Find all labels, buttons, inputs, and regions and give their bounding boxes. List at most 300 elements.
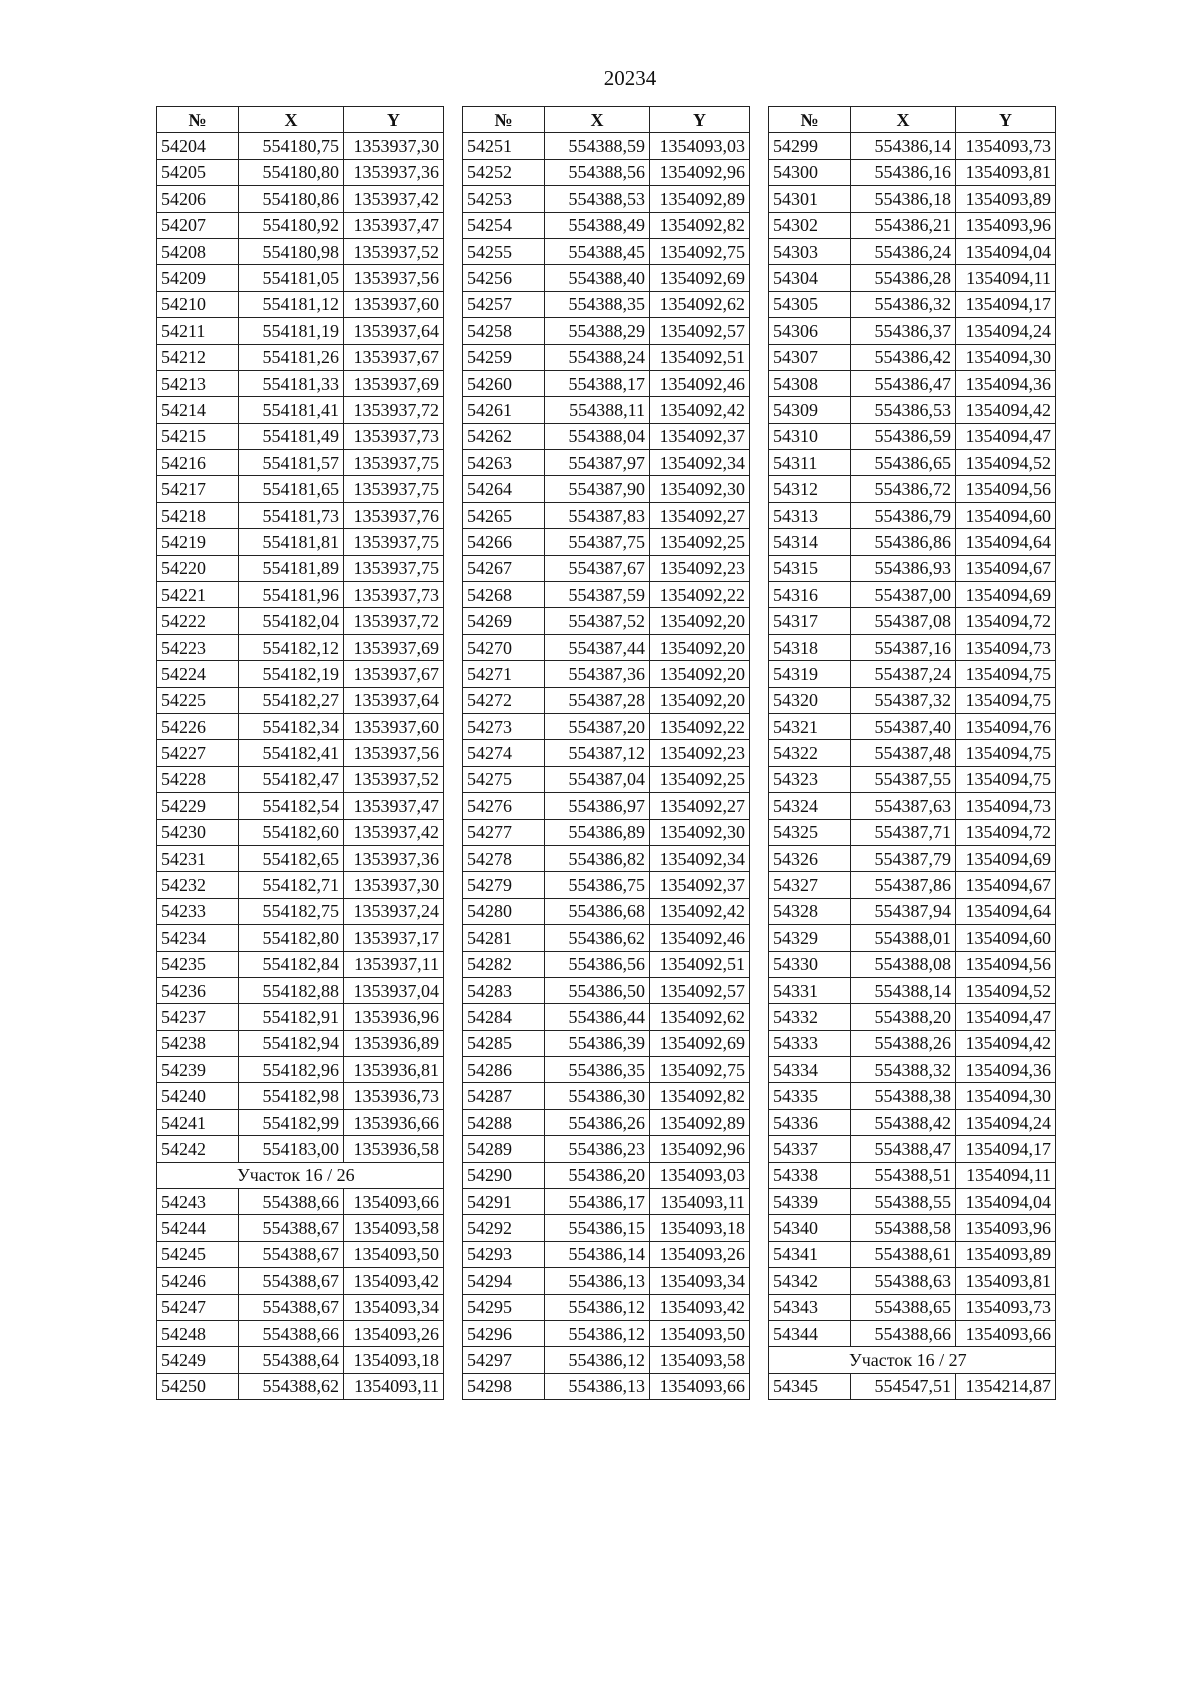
y-coordinate-cell: 1353936,81 <box>344 1057 444 1083</box>
y-coordinate-cell: 1354092,51 <box>650 344 750 370</box>
point-number-cell: 54210 <box>157 291 239 317</box>
x-coordinate-cell: 554388,32 <box>851 1057 956 1083</box>
x-coordinate-cell: 554386,15 <box>545 1215 650 1241</box>
table-row <box>769 370 1056 396</box>
table-row <box>157 529 444 555</box>
table-row <box>463 713 750 739</box>
y-coordinate-cell: 1354092,96 <box>650 159 750 185</box>
point-number-cell: 54230 <box>157 819 239 845</box>
table-row <box>769 133 1056 159</box>
y-coordinate-cell: 1354092,75 <box>650 1057 750 1083</box>
table-row <box>157 1373 444 1399</box>
x-coordinate-cell: 554387,28 <box>545 687 650 713</box>
y-coordinate-cell: 1353937,72 <box>344 397 444 423</box>
y-coordinate-cell: 1353937,17 <box>344 925 444 951</box>
y-coordinate-cell: 1354094,60 <box>956 502 1056 528</box>
y-coordinate-cell: 1354093,96 <box>956 212 1056 238</box>
y-coordinate-cell: 1354092,37 <box>650 423 750 449</box>
point-number-cell: 54320 <box>769 687 851 713</box>
x-coordinate-cell: 554388,65 <box>851 1294 956 1320</box>
table-row <box>157 951 444 977</box>
table-row <box>769 845 1056 871</box>
point-number-cell: 54255 <box>463 238 545 264</box>
table-row <box>157 186 444 212</box>
table-row <box>463 186 750 212</box>
x-coordinate-cell: 554388,26 <box>851 1030 956 1056</box>
table-row <box>463 370 750 396</box>
x-coordinate-cell: 554386,72 <box>851 476 956 502</box>
table-row <box>157 1241 444 1267</box>
x-coordinate-cell: 554388,64 <box>239 1347 344 1373</box>
point-number-cell: 54306 <box>769 318 851 344</box>
x-coordinate-cell: 554388,61 <box>851 1241 956 1267</box>
point-number-cell: 54304 <box>769 265 851 291</box>
point-number-cell: 54327 <box>769 872 851 898</box>
y-coordinate-cell: 1354092,27 <box>650 502 750 528</box>
y-coordinate-cell: 1354093,73 <box>956 1294 1056 1320</box>
x-coordinate-cell: 554386,79 <box>851 502 956 528</box>
x-coordinate-cell: 554387,44 <box>545 634 650 660</box>
point-number-cell: 54317 <box>769 608 851 634</box>
x-coordinate-cell: 554388,11 <box>545 397 650 423</box>
point-number-cell: 54244 <box>157 1215 239 1241</box>
table-row <box>157 819 444 845</box>
point-number-cell: 54326 <box>769 845 851 871</box>
point-number-cell: 54253 <box>463 186 545 212</box>
table-row <box>463 476 750 502</box>
table-header-row <box>769 107 1056 133</box>
y-coordinate-cell: 1354093,66 <box>650 1373 750 1399</box>
y-coordinate-cell: 1353937,56 <box>344 265 444 291</box>
y-coordinate-cell: 1354092,20 <box>650 661 750 687</box>
table-row <box>157 1004 444 1030</box>
y-coordinate-cell: 1353937,04 <box>344 977 444 1003</box>
table-row <box>769 555 1056 581</box>
table-row <box>463 819 750 845</box>
point-number-cell: 54206 <box>157 186 239 212</box>
y-coordinate-cell: 1354092,69 <box>650 1030 750 1056</box>
x-coordinate-cell: 554388,55 <box>851 1189 956 1215</box>
point-number-cell: 54215 <box>157 423 239 449</box>
x-coordinate-cell: 554181,33 <box>239 370 344 396</box>
y-coordinate-cell: 1353937,30 <box>344 872 444 898</box>
point-number-cell: 54235 <box>157 951 239 977</box>
table-row <box>769 872 1056 898</box>
point-number-cell: 54281 <box>463 925 545 951</box>
y-coordinate-cell: 1353937,75 <box>344 476 444 502</box>
table-row <box>157 1320 444 1346</box>
point-number-cell: 54205 <box>157 159 239 185</box>
x-coordinate-cell: 554388,58 <box>851 1215 956 1241</box>
x-coordinate-cell: 554386,23 <box>545 1136 650 1162</box>
point-number-cell: 54300 <box>769 159 851 185</box>
x-coordinate-cell: 554182,54 <box>239 793 344 819</box>
point-number-cell: 54257 <box>463 291 545 317</box>
table-row <box>463 687 750 713</box>
section-row <box>769 1347 1056 1373</box>
point-number-cell: 54261 <box>463 397 545 423</box>
y-coordinate-cell: 1354093,18 <box>650 1215 750 1241</box>
table-row <box>463 159 750 185</box>
table-row <box>769 502 1056 528</box>
point-number-cell: 54271 <box>463 661 545 687</box>
point-number-cell: 54291 <box>463 1189 545 1215</box>
point-number-cell: 54343 <box>769 1294 851 1320</box>
point-number-cell: 54273 <box>463 713 545 739</box>
point-number-cell: 54283 <box>463 977 545 1003</box>
table-row <box>157 370 444 396</box>
point-number-cell: 54338 <box>769 1162 851 1188</box>
coordinates-table-2 <box>462 106 750 1400</box>
x-coordinate-cell: 554182,84 <box>239 951 344 977</box>
table-row <box>157 925 444 951</box>
table-row <box>157 397 444 423</box>
y-coordinate-cell: 1354093,18 <box>344 1347 444 1373</box>
table-row <box>463 1347 750 1373</box>
header-number: № <box>157 107 239 133</box>
x-coordinate-cell: 554388,66 <box>239 1189 344 1215</box>
table-row <box>769 951 1056 977</box>
x-coordinate-cell: 554388,67 <box>239 1268 344 1294</box>
point-number-cell: 54277 <box>463 819 545 845</box>
y-coordinate-cell: 1354094,11 <box>956 265 1056 291</box>
table-row <box>769 1057 1056 1083</box>
table-row <box>463 1030 750 1056</box>
table-row <box>463 502 750 528</box>
y-coordinate-cell: 1354093,66 <box>956 1320 1056 1346</box>
y-coordinate-cell: 1354092,96 <box>650 1136 750 1162</box>
table-row <box>769 476 1056 502</box>
point-number-cell: 54227 <box>157 740 239 766</box>
point-number-cell: 54310 <box>769 423 851 449</box>
table-row <box>769 898 1056 924</box>
table-row <box>769 186 1056 212</box>
y-coordinate-cell: 1354094,30 <box>956 344 1056 370</box>
y-coordinate-cell: 1354094,17 <box>956 1136 1056 1162</box>
point-number-cell: 54315 <box>769 555 851 581</box>
point-number-cell: 54262 <box>463 423 545 449</box>
y-coordinate-cell: 1354093,81 <box>956 1268 1056 1294</box>
y-coordinate-cell: 1354094,52 <box>956 450 1056 476</box>
table-row <box>769 582 1056 608</box>
point-number-cell: 54301 <box>769 186 851 212</box>
y-coordinate-cell: 1353936,96 <box>344 1004 444 1030</box>
x-coordinate-cell: 554388,01 <box>851 925 956 951</box>
point-number-cell: 54246 <box>157 1268 239 1294</box>
point-number-cell: 54289 <box>463 1136 545 1162</box>
point-number-cell: 54208 <box>157 238 239 264</box>
x-coordinate-cell: 554182,60 <box>239 819 344 845</box>
y-coordinate-cell: 1353937,73 <box>344 582 444 608</box>
x-coordinate-cell: 554180,98 <box>239 238 344 264</box>
table-row <box>769 423 1056 449</box>
table-row <box>157 1109 444 1135</box>
y-coordinate-cell: 1354094,72 <box>956 608 1056 634</box>
table-row <box>463 238 750 264</box>
table-row <box>157 1083 444 1109</box>
point-number-cell: 54337 <box>769 1136 851 1162</box>
y-coordinate-cell: 1354092,30 <box>650 476 750 502</box>
x-coordinate-cell: 554387,79 <box>851 845 956 871</box>
point-number-cell: 54276 <box>463 793 545 819</box>
y-coordinate-cell: 1354094,69 <box>956 845 1056 871</box>
x-coordinate-cell: 554182,94 <box>239 1030 344 1056</box>
table-row <box>769 1268 1056 1294</box>
y-coordinate-cell: 1354093,89 <box>956 186 1056 212</box>
point-number-cell: 54339 <box>769 1189 851 1215</box>
x-coordinate-cell: 554386,12 <box>545 1294 650 1320</box>
x-coordinate-cell: 554388,35 <box>545 291 650 317</box>
point-number-cell: 54242 <box>157 1136 239 1162</box>
point-number-cell: 54312 <box>769 476 851 502</box>
table-row <box>463 1215 750 1241</box>
point-number-cell: 54248 <box>157 1320 239 1346</box>
point-number-cell: 54325 <box>769 819 851 845</box>
point-number-cell: 54226 <box>157 713 239 739</box>
y-coordinate-cell: 1354092,75 <box>650 238 750 264</box>
point-number-cell: 54284 <box>463 1004 545 1030</box>
table-row <box>157 502 444 528</box>
x-coordinate-cell: 554387,90 <box>545 476 650 502</box>
table-row <box>463 793 750 819</box>
y-coordinate-cell: 1353936,73 <box>344 1083 444 1109</box>
y-coordinate-cell: 1354092,82 <box>650 1083 750 1109</box>
x-coordinate-cell: 554386,14 <box>545 1241 650 1267</box>
x-coordinate-cell: 554180,86 <box>239 186 344 212</box>
point-number-cell: 54233 <box>157 898 239 924</box>
section-label: Участок 16 / 27 <box>769 1347 1056 1373</box>
point-number-cell: 54309 <box>769 397 851 423</box>
point-number-cell: 54237 <box>157 1004 239 1030</box>
header-x: X <box>545 107 650 133</box>
point-number-cell: 54269 <box>463 608 545 634</box>
point-number-cell: 54295 <box>463 1294 545 1320</box>
table-row <box>157 1294 444 1320</box>
point-number-cell: 54280 <box>463 898 545 924</box>
table-row <box>769 318 1056 344</box>
point-number-cell: 54241 <box>157 1109 239 1135</box>
point-number-cell: 54256 <box>463 265 545 291</box>
x-coordinate-cell: 554388,24 <box>545 344 650 370</box>
table-row <box>157 713 444 739</box>
table-row <box>157 634 444 660</box>
point-number-cell: 54318 <box>769 634 851 660</box>
x-coordinate-cell: 554388,53 <box>545 186 650 212</box>
y-coordinate-cell: 1353937,75 <box>344 450 444 476</box>
x-coordinate-cell: 554181,12 <box>239 291 344 317</box>
y-coordinate-cell: 1354093,58 <box>650 1347 750 1373</box>
point-number-cell: 54328 <box>769 898 851 924</box>
table-row <box>463 845 750 871</box>
table-row <box>463 1004 750 1030</box>
x-coordinate-cell: 554180,80 <box>239 159 344 185</box>
y-coordinate-cell: 1354092,37 <box>650 872 750 898</box>
table-row <box>769 925 1056 951</box>
point-number-cell: 54331 <box>769 977 851 1003</box>
y-coordinate-cell: 1354094,73 <box>956 634 1056 660</box>
table-row <box>769 687 1056 713</box>
point-number-cell: 54340 <box>769 1215 851 1241</box>
point-number-cell: 54314 <box>769 529 851 555</box>
y-coordinate-cell: 1354094,24 <box>956 318 1056 344</box>
y-coordinate-cell: 1353937,67 <box>344 661 444 687</box>
x-coordinate-cell: 554388,29 <box>545 318 650 344</box>
y-coordinate-cell: 1354093,58 <box>344 1215 444 1241</box>
point-number-cell: 54323 <box>769 766 851 792</box>
x-coordinate-cell: 554182,47 <box>239 766 344 792</box>
y-coordinate-cell: 1353937,69 <box>344 370 444 396</box>
x-coordinate-cell: 554388,04 <box>545 423 650 449</box>
table-row <box>157 318 444 344</box>
y-coordinate-cell: 1354093,50 <box>344 1241 444 1267</box>
table-row <box>157 555 444 581</box>
x-coordinate-cell: 554181,05 <box>239 265 344 291</box>
x-coordinate-cell: 554388,62 <box>239 1373 344 1399</box>
x-coordinate-cell: 554386,18 <box>851 186 956 212</box>
point-number-cell: 54336 <box>769 1109 851 1135</box>
y-coordinate-cell: 1354092,42 <box>650 898 750 924</box>
x-coordinate-cell: 554386,17 <box>545 1189 650 1215</box>
y-coordinate-cell: 1354092,46 <box>650 925 750 951</box>
table-row <box>157 977 444 1003</box>
x-coordinate-cell: 554386,16 <box>851 159 956 185</box>
y-coordinate-cell: 1354094,36 <box>956 370 1056 396</box>
x-coordinate-cell: 554386,97 <box>545 793 650 819</box>
y-coordinate-cell: 1354092,62 <box>650 291 750 317</box>
y-coordinate-cell: 1354092,46 <box>650 370 750 396</box>
table-row <box>463 529 750 555</box>
y-coordinate-cell: 1353937,36 <box>344 159 444 185</box>
table-row <box>157 898 444 924</box>
y-coordinate-cell: 1354093,11 <box>650 1189 750 1215</box>
table-row <box>463 344 750 370</box>
y-coordinate-cell: 1354094,17 <box>956 291 1056 317</box>
table-row <box>463 1373 750 1399</box>
table-row <box>463 740 750 766</box>
y-coordinate-cell: 1354092,25 <box>650 766 750 792</box>
y-coordinate-cell: 1354094,75 <box>956 687 1056 713</box>
table-row <box>463 898 750 924</box>
y-coordinate-cell: 1353937,76 <box>344 502 444 528</box>
point-number-cell: 54334 <box>769 1057 851 1083</box>
point-number-cell: 54219 <box>157 529 239 555</box>
point-number-cell: 54275 <box>463 766 545 792</box>
x-coordinate-cell: 554181,49 <box>239 423 344 449</box>
point-number-cell: 54282 <box>463 951 545 977</box>
table-row <box>769 766 1056 792</box>
y-coordinate-cell: 1354094,47 <box>956 1004 1056 1030</box>
y-coordinate-cell: 1353937,67 <box>344 344 444 370</box>
point-number-cell: 54311 <box>769 450 851 476</box>
x-coordinate-cell: 554182,41 <box>239 740 344 766</box>
x-coordinate-cell: 554387,04 <box>545 766 650 792</box>
table-row <box>769 529 1056 555</box>
x-coordinate-cell: 554388,17 <box>545 370 650 396</box>
table-row <box>463 291 750 317</box>
point-number-cell: 54302 <box>769 212 851 238</box>
table-row <box>463 265 750 291</box>
y-coordinate-cell: 1353937,42 <box>344 186 444 212</box>
x-coordinate-cell: 554182,99 <box>239 1109 344 1135</box>
y-coordinate-cell: 1354094,47 <box>956 423 1056 449</box>
table-row <box>157 344 444 370</box>
x-coordinate-cell: 554181,73 <box>239 502 344 528</box>
section-row <box>157 1162 444 1188</box>
x-coordinate-cell: 554387,08 <box>851 608 956 634</box>
x-coordinate-cell: 554386,75 <box>545 872 650 898</box>
point-number-cell: 54294 <box>463 1268 545 1294</box>
y-coordinate-cell: 1354093,50 <box>650 1320 750 1346</box>
y-coordinate-cell: 1354092,82 <box>650 212 750 238</box>
x-coordinate-cell: 554386,68 <box>545 898 650 924</box>
x-coordinate-cell: 554182,34 <box>239 713 344 739</box>
table-row <box>769 977 1056 1003</box>
table-row <box>463 1136 750 1162</box>
y-coordinate-cell: 1353937,60 <box>344 291 444 317</box>
y-coordinate-cell: 1354092,20 <box>650 608 750 634</box>
y-coordinate-cell: 1353937,47 <box>344 212 444 238</box>
x-coordinate-cell: 554182,88 <box>239 977 344 1003</box>
y-coordinate-cell: 1354214,87 <box>956 1373 1056 1399</box>
point-number-cell: 54231 <box>157 845 239 871</box>
y-coordinate-cell: 1354092,27 <box>650 793 750 819</box>
point-number-cell: 54266 <box>463 529 545 555</box>
y-coordinate-cell: 1354094,64 <box>956 529 1056 555</box>
point-number-cell: 54228 <box>157 766 239 792</box>
point-number-cell: 54218 <box>157 502 239 528</box>
x-coordinate-cell: 554386,56 <box>545 951 650 977</box>
point-number-cell: 54251 <box>463 133 545 159</box>
x-coordinate-cell: 554181,96 <box>239 582 344 608</box>
x-coordinate-cell: 554386,86 <box>851 529 956 555</box>
point-number-cell: 54252 <box>463 159 545 185</box>
point-number-cell: 54250 <box>157 1373 239 1399</box>
x-coordinate-cell: 554181,81 <box>239 529 344 555</box>
point-number-cell: 54285 <box>463 1030 545 1056</box>
point-number-cell: 54293 <box>463 1241 545 1267</box>
y-coordinate-cell: 1354092,57 <box>650 977 750 1003</box>
y-coordinate-cell: 1353937,64 <box>344 687 444 713</box>
table-row <box>463 582 750 608</box>
point-number-cell: 54345 <box>769 1373 851 1399</box>
point-number-cell: 54319 <box>769 661 851 687</box>
point-number-cell: 54322 <box>769 740 851 766</box>
table-row <box>463 925 750 951</box>
point-number-cell: 54223 <box>157 634 239 660</box>
table-row <box>463 555 750 581</box>
y-coordinate-cell: 1354093,03 <box>650 1162 750 1188</box>
table-row <box>463 1162 750 1188</box>
y-coordinate-cell: 1354093,26 <box>344 1320 444 1346</box>
point-number-cell: 54224 <box>157 661 239 687</box>
x-coordinate-cell: 554388,49 <box>545 212 650 238</box>
y-coordinate-cell: 1354094,04 <box>956 1189 1056 1215</box>
y-coordinate-cell: 1354092,89 <box>650 1109 750 1135</box>
x-coordinate-cell: 554547,51 <box>851 1373 956 1399</box>
y-coordinate-cell: 1354093,26 <box>650 1241 750 1267</box>
y-coordinate-cell: 1354092,57 <box>650 318 750 344</box>
point-number-cell: 54222 <box>157 608 239 634</box>
point-number-cell: 54279 <box>463 872 545 898</box>
y-coordinate-cell: 1354092,42 <box>650 397 750 423</box>
y-coordinate-cell: 1353937,42 <box>344 819 444 845</box>
y-coordinate-cell: 1354092,23 <box>650 555 750 581</box>
y-coordinate-cell: 1354092,23 <box>650 740 750 766</box>
point-number-cell: 54239 <box>157 1057 239 1083</box>
y-coordinate-cell: 1354094,36 <box>956 1057 1056 1083</box>
table-row <box>769 1241 1056 1267</box>
table-row <box>463 423 750 449</box>
